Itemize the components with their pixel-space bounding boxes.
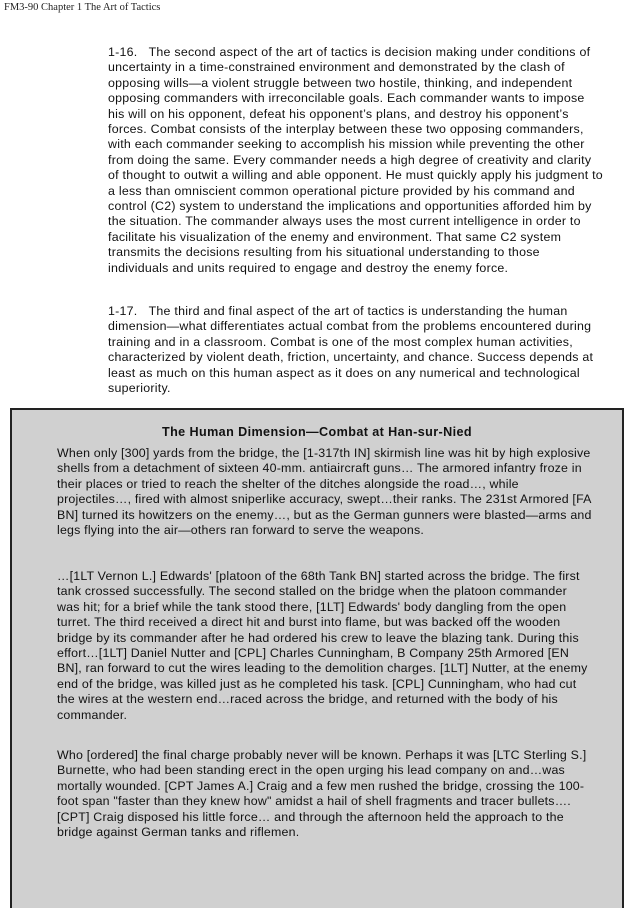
vignette-paragraph: When only [300] yards from the bridge, the [1-317th IN] skirmish line was hit by high explosive shells from a detachment of sixteen 40-mm. antiaircraft guns… The armored infantry froze in their places or tried to reach the shelter of the ditches alongside the road…, while projectiles…, fired with almost sniperlike accuracy, swept…their ranks. The 231st Armored [FA BN] turned its howitzers on the enemy…, but as the German gunners were blasted—arms and legs flying into the air—others ran forward to serve the weapons. bbox=[57, 446, 592, 538]
vignette-title: The Human Dimension—Combat at Han-sur-Nied bbox=[162, 425, 472, 439]
vignette-box bbox=[10, 408, 624, 908]
paragraph-text: The third and final aspect of the art of tactics is understanding the human dimension—what differentiates actual combat from the problems encountered during training and in a classroom. Combat is one of the most complex human activities, characterized by violent death, friction, uncertainty, and chance. Success depends at least as much on this human aspect as it does on any numerical and technological superiority. bbox=[108, 304, 594, 396]
paragraph-1-17 bbox=[108, 304, 604, 396]
running-head: FM3-90 Chapter 1 The Art of Tactics bbox=[4, 2, 161, 13]
paragraph-number: 1-17. bbox=[108, 304, 138, 318]
paragraph-number: 1-16. bbox=[108, 45, 138, 59]
vignette-paragraph: Who [ordered] the final charge probably never will be known. Perhaps it was [LTC Sterling S.] Burnette, who had been standing erect in the open urging his lead company on and…was mortally wounded. [CPT James A.] Craig and a few men rushed the bridge, crossing the 100-foot span "faster than they knew how" amidst a hail of shell fragments and tracer bullets…. [CPT] Craig disposed his little force… and through the afternoon held the approach to the bridge against German tanks and riflemen. bbox=[57, 748, 587, 840]
paragraph-text: The second aspect of the art of tactics is decision making under conditions of uncertainty in a time-constrained environment and demonstrated by the clash of opposing wills—a violent struggle between two hostile, thinking, and independent opposing commanders with irreconcilable goals. Each commander wants to impose his will on his opponent, defeat his opponent’s plans, and destroy his opponent’s forces. Combat consists of the interplay between these two opposing commanders, with each commander seeking to accomplish his mission while preventing the other from doing the same. Every commander needs a high degree of creativity and clarity of thought to outwit a willing and able opponent. He must quickly apply his judgment to a less than omniscient common operational picture provided by his command and control (C2) system to understand the implications and opportunities afforded him by the situation. The commander always uses the most current intelligence in order to facilitate his visualization of the enemy and environment. That same C2 system transmits the decisions resulting from his situational understanding to those individuals and units required to engage and destroy the enemy force. bbox=[108, 45, 603, 275]
vignette-paragraph: …[1LT Vernon L.] Edwards' [platoon of the 68th Tank BN] started across the bridge. The first tank crossed successfully. The second stalled on the bridge when the platoon commander was hit; for a brief while the tank stood there, [1LT] Edwards' body dangling from the open turret. The third received a direct hit and burst into flame, but was backed off the wooden bridge by its commander after he had ordered his crew to leave the blazing tank. During this effort…[1LT] Daniel Nutter and [CPL] Charles Cunningham, B Company 25th Armored [EN BN], ran forward to cut the wires leading to the demolition charges. [1LT] Nutter, at the enemy end of the bridge, was killed just as he completed his task. [CPL] Cunningham, who had cut the wires at the western end…raced across the bridge, and returned with the body of his commander. bbox=[57, 569, 588, 722]
paragraph-1-16 bbox=[108, 45, 604, 276]
